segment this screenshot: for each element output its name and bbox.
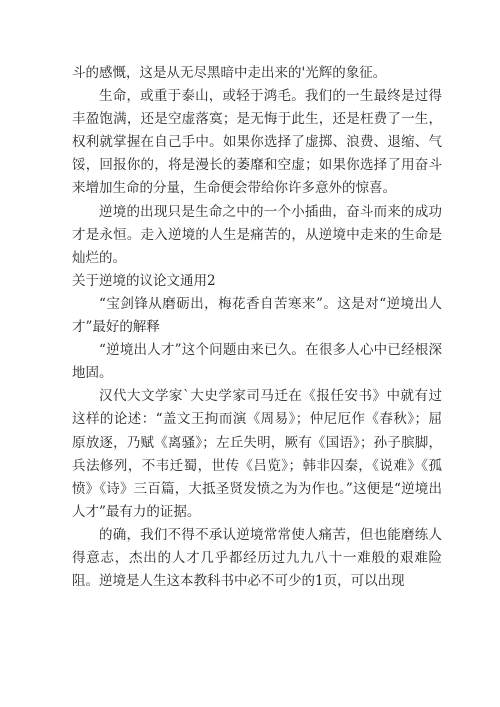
paragraph-life-meaning: 生命，或重于泰山，或轻于鸿毛。我们的一生最终是过得丰盈饱满，还是空虚落寞；是无悔于此生，还是枉费了一生，权利就掌握在自己手中。如果你选择了虚掷、浪费、退缩、气馁，回报你的，将是漫长的萎靡和空虚；如果你选择了用奋斗来增加生命的分量，生命便会带给你许多意外的惊喜。: [72, 88, 442, 197]
section-heading: 关于逆境的议论文通用2: [72, 272, 216, 289]
paragraph-continuation: 斗的感慨，这是从无尽黑暗中走出来的'光辉的象征。: [72, 65, 387, 81]
document-body: [72, 62, 442, 593]
paragraph-long-standing: “逆境出人才”这个问题由来已久。在很多人心中已经根深地固。: [72, 342, 442, 382]
paragraph-sima-qian: 汉代大文学家`大史学家司马迁在《报任安书》中就有过这样的论述：“盖文王拘而演《周易》；仲尼厄作《春秋》；屈原放逐，乃赋《离骚》；左丘失明，厥有《国语》；孙子膑脚，兵法修列，不韦迁蜀，世传《吕览》；韩非囚秦，《说难》《孤愤》《诗》三百篇，大抵圣贤发愤之为为作也。”这便是“逆境出人才”最有力的证据。: [72, 388, 442, 520]
paragraph-sword-quote: “宝剑锋从磨砺出，梅花香自苦寒来”。这是对“逆境出人才”最好的解释: [72, 295, 442, 336]
paragraph-admit-adversity: 的确，我们不得不承认逆境常常使人痛苦，但也能磨练人得意志，杰出的人才几乎都经历过九九八十一难般的艰难险阻。逆境是人生这本教科书中必不可少的1页，可以出现: [72, 526, 442, 590]
paragraph-adversity-episode: 逆境的出现只是生命之中的一个小插曲，奋斗而来的成功才是永恒。走入逆境的人生是痛苦的，从逆境中走来的生命是灿烂的。: [72, 203, 442, 266]
